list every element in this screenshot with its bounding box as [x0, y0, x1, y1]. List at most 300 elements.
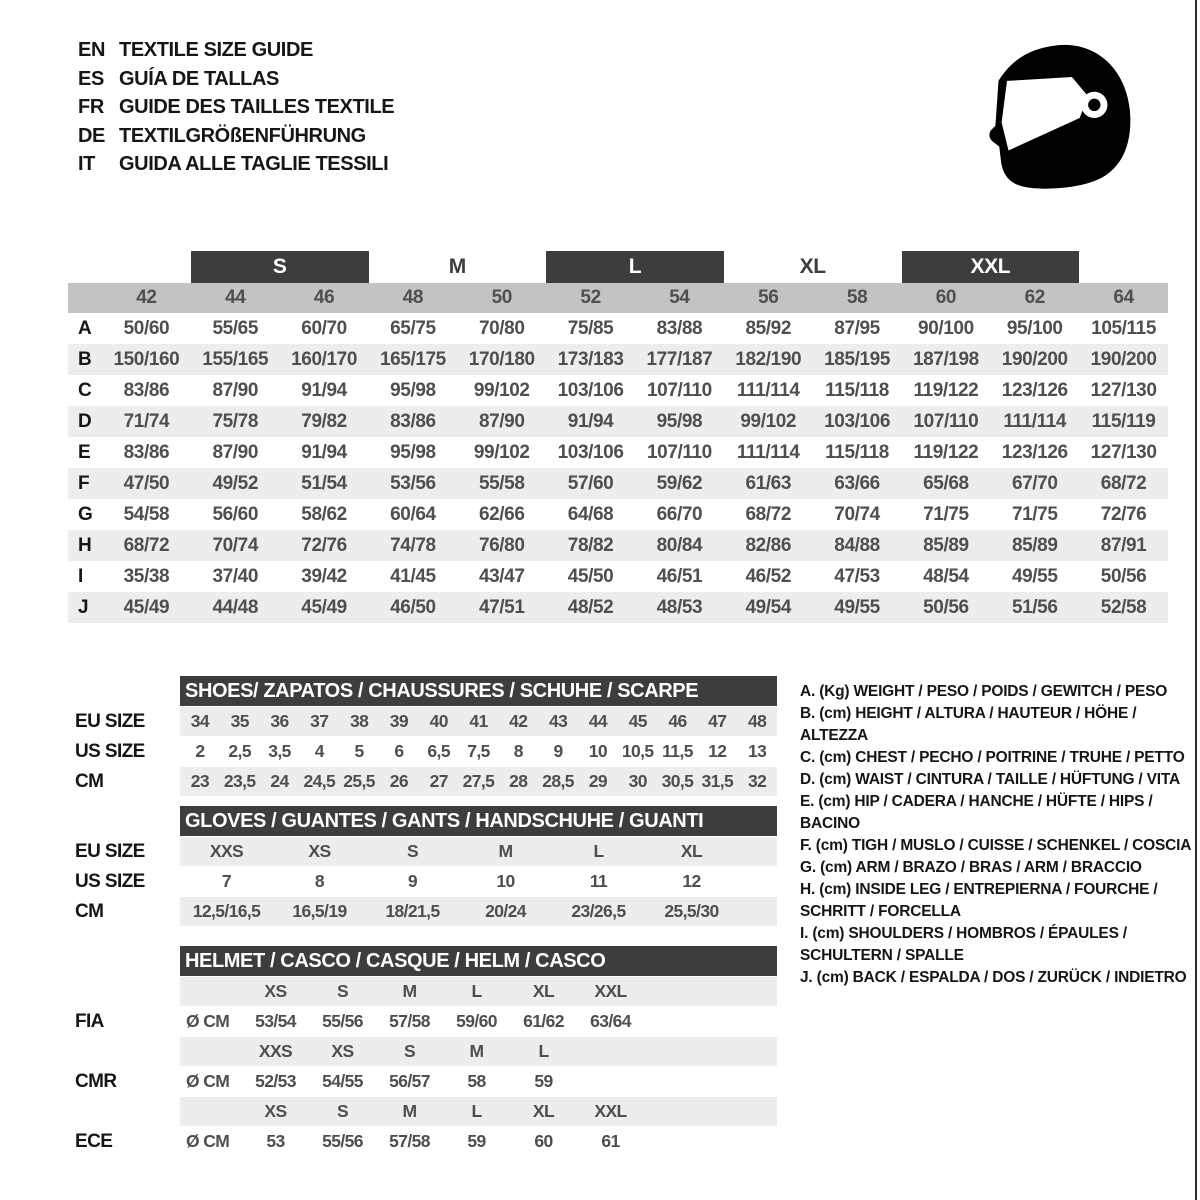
row-letter: C	[78, 379, 92, 401]
table-cell: 83/86	[123, 441, 170, 463]
helmet-size-row	[75, 1097, 777, 1126]
table-cell: 95/100	[1006, 317, 1063, 339]
language-title: TEXTILGRÖßENFÜHRUNG	[119, 124, 366, 147]
table-cell: 54/55	[322, 1071, 363, 1091]
size-number: 54	[669, 287, 690, 308]
row-label: CM	[75, 900, 104, 922]
table-cell: 67/70	[1011, 472, 1058, 494]
shoes-section-title: SHOES/ ZAPATOS / CHAUSSURES / SCHUHE / SCARPE	[185, 679, 699, 702]
table-cell: 38	[349, 711, 369, 731]
table-cell: 51/54	[301, 472, 347, 494]
prefix-spacer	[180, 977, 242, 1006]
table-cell: 26	[389, 771, 409, 791]
table-cell: 190/200	[1090, 348, 1157, 370]
table-cell: 61/62	[523, 1011, 564, 1031]
table-cell: 79/82	[301, 410, 347, 432]
table-cell: 160/170	[291, 348, 358, 370]
table-cell: 28,5	[542, 771, 574, 791]
row-values	[180, 707, 777, 736]
size-number: 62	[1024, 287, 1045, 308]
table-cell: 71/74	[123, 410, 170, 432]
table-row	[68, 344, 1168, 375]
table-cell: 115/119	[1091, 410, 1156, 432]
table-row	[68, 437, 1168, 468]
prefix-spacer	[180, 1037, 242, 1066]
table-cell: 177/187	[646, 348, 713, 370]
gloves-section-header	[180, 806, 777, 836]
helmet-size-table	[75, 946, 777, 1156]
table-cell: 85/89	[1011, 534, 1058, 556]
table-cell: 45/49	[123, 596, 170, 618]
table-row	[68, 561, 1168, 592]
table-cell: 119/122	[913, 379, 979, 401]
helmet-value-row	[75, 1127, 777, 1156]
standard-label: ECE	[75, 1130, 113, 1152]
table-cell: 57/58	[389, 1011, 430, 1031]
language-code: FR	[78, 96, 104, 118]
table-cell: L	[593, 841, 604, 861]
row-values	[180, 977, 777, 1006]
table-cell: 63/66	[834, 472, 880, 494]
table-cell: 53/56	[390, 472, 436, 494]
table-cell: 3,5	[268, 741, 291, 761]
table-cell: 25,5/30	[664, 901, 719, 921]
table-cell: 111/114	[736, 441, 800, 463]
table-cell: 23/26,5	[571, 901, 626, 921]
table-cell: 47/53	[834, 565, 880, 587]
gloves-row	[75, 867, 777, 896]
table-cell: 50/56	[923, 596, 969, 618]
row-values	[180, 897, 777, 926]
table-cell: 91/94	[567, 410, 614, 432]
legend-entry: C. (cm) CHEST / PECHO / POITRINE / TRUHE / PETTO	[800, 749, 1185, 766]
table-cell: 46/50	[390, 596, 436, 618]
table-row	[68, 375, 1168, 406]
table-cell: 75/85	[567, 317, 614, 339]
table-cell: 43	[548, 711, 568, 731]
table-cell: 85/89	[923, 534, 969, 556]
table-cell: 56/57	[389, 1071, 430, 1091]
table-cell: 46/52	[745, 565, 792, 587]
language-code: ES	[78, 67, 104, 90]
row-letter: A	[78, 317, 92, 339]
helmet-size-label: M	[402, 1101, 417, 1121]
size-number: 42	[136, 287, 157, 308]
table-cell: 49/52	[212, 472, 259, 494]
table-cell: 12	[708, 741, 727, 761]
row-letter: I	[78, 565, 83, 587]
legend-entry: I. (cm) SHOULDERS / HOMBROS / ÉPAULES / SCHULTERN / SPALLE	[800, 925, 1127, 964]
diameter-prefix: Ø CM	[186, 1011, 230, 1031]
row-letter: J	[78, 596, 89, 618]
table-cell: 111/114	[736, 379, 800, 401]
size-group-label: M	[448, 255, 466, 278]
row-values	[180, 867, 777, 896]
table-cell: 41	[469, 711, 488, 731]
table-cell: 45/50	[567, 565, 614, 587]
table-cell: 187/198	[912, 348, 979, 370]
table-cell: 103/106	[824, 410, 891, 432]
table-cell: 107/110	[646, 441, 712, 463]
table-cell: 75/78	[212, 410, 259, 432]
table-row	[68, 406, 1168, 437]
table-cell: 57/58	[389, 1131, 430, 1151]
table-cell: M	[498, 841, 513, 861]
table-cell: 64/68	[567, 503, 614, 525]
helmet-value-row	[75, 1007, 777, 1036]
language-row	[78, 93, 394, 122]
size-group-label: XXL	[902, 251, 1080, 283]
size-number: 48	[402, 287, 424, 308]
table-cell: 90/100	[918, 317, 974, 339]
helmet-size-row	[75, 977, 777, 1006]
table-cell: 8	[314, 871, 325, 891]
table-cell: 99/102	[740, 410, 797, 432]
table-cell: 107/110	[646, 379, 712, 401]
table-cell: 61/63	[745, 472, 792, 494]
size-row-spacer	[68, 283, 102, 313]
row-values	[180, 1067, 777, 1096]
table-cell: 47/50	[123, 472, 170, 494]
table-cell: 80/84	[656, 534, 703, 556]
row-label: CM	[75, 770, 104, 792]
row-letter: F	[78, 472, 90, 494]
table-cell: 55/56	[322, 1011, 363, 1031]
table-cell: 12	[682, 871, 701, 891]
table-cell: 52/53	[255, 1071, 296, 1091]
helmet-size-label: XXL	[594, 1101, 627, 1121]
row-values	[180, 1127, 777, 1156]
row-values	[180, 1097, 777, 1126]
table-cell: 85/92	[745, 317, 792, 339]
table-cell: 23,5	[223, 771, 256, 791]
size-group-label: S	[191, 251, 369, 283]
row-letter: D	[78, 410, 92, 432]
table-cell: 68/72	[745, 503, 792, 525]
table-cell: 70/74	[212, 534, 259, 556]
helmet-icon	[973, 28, 1143, 208]
table-cell: 5	[354, 741, 364, 761]
table-cell: 51/56	[1011, 596, 1058, 618]
legend-entry: B. (cm) HEIGHT / ALTURA / HAUTEUR / HÖHE / ALTEZZA	[800, 705, 1137, 744]
table-cell: 23	[190, 771, 210, 791]
legend-entry: F. (cm) TIGH / MUSLO / CUISSE / SCHENKEL / COSCIA	[800, 837, 1192, 854]
helmet-value-row	[75, 1067, 777, 1096]
table-cell: 7,5	[467, 741, 490, 761]
table-cell: 105/115	[1091, 317, 1156, 339]
size-number: 60	[935, 287, 957, 308]
table-cell: 71/75	[1011, 503, 1058, 525]
row-letter: E	[78, 441, 91, 463]
row-label: EU SIZE	[75, 710, 145, 732]
table-cell: 66/70	[656, 503, 703, 525]
table-cell: 2	[195, 741, 205, 761]
table-cell: 60/70	[301, 317, 347, 339]
table-cell: 74/78	[390, 534, 436, 556]
row-label: EU SIZE	[75, 840, 145, 862]
table-cell: 45	[628, 711, 647, 731]
table-cell: 10,5	[621, 741, 654, 761]
prefix-spacer	[180, 1097, 242, 1126]
table-cell: 50/56	[1100, 565, 1147, 587]
table-cell: 103/106	[557, 379, 624, 401]
diameter-prefix: Ø CM	[186, 1131, 230, 1151]
gloves-size-table	[75, 806, 777, 926]
language-code: IT	[78, 153, 95, 175]
table-cell: 47/51	[478, 596, 525, 618]
table-cell: 182/190	[735, 348, 802, 370]
table-cell: 119/122	[913, 441, 979, 463]
row-label-empty	[75, 977, 180, 1006]
row-values	[180, 837, 777, 866]
table-cell: 155/165	[202, 348, 269, 370]
table-cell: 34	[190, 711, 210, 731]
table-cell: 53/54	[255, 1011, 296, 1031]
helmet-size-label: XXL	[594, 981, 627, 1001]
helmet-size-label: XS	[264, 981, 287, 1001]
table-cell: 87/91	[1100, 534, 1147, 556]
table-cell: 48/53	[656, 596, 703, 618]
table-cell: 10	[496, 871, 515, 891]
helmet-size-label: L	[538, 1041, 549, 1061]
table-cell: 87/90	[478, 410, 525, 432]
table-cell: 46/51	[656, 565, 703, 587]
table-cell: 25,5	[343, 771, 375, 791]
standard-label: FIA	[75, 1010, 104, 1032]
table-cell: 123/126	[1001, 379, 1068, 401]
table-cell: 44/48	[212, 596, 259, 618]
table-cell: 35	[230, 711, 249, 731]
table-cell: 9	[407, 871, 418, 891]
table-cell: 71/75	[923, 503, 969, 525]
table-cell: 37	[310, 711, 329, 731]
table-cell: XL	[680, 841, 703, 861]
language-title-list	[78, 36, 394, 179]
table-cell: 95/98	[390, 441, 436, 463]
row-label-empty	[75, 1097, 180, 1126]
table-cell: 2,5	[228, 741, 251, 761]
table-row	[68, 592, 1168, 623]
row-label: US SIZE	[75, 740, 145, 762]
table-cell: 91/94	[301, 441, 347, 463]
language-title: TEXTILE SIZE GUIDE	[119, 39, 313, 61]
helmet-size-row	[75, 1037, 777, 1066]
table-cell: 76/80	[478, 534, 525, 556]
table-cell: XS	[308, 841, 331, 861]
table-cell: 99/102	[473, 379, 530, 401]
table-cell: 190/200	[1001, 348, 1068, 370]
table-cell: 11	[589, 871, 608, 891]
gloves-row	[75, 897, 777, 926]
table-cell: 78/82	[567, 534, 614, 556]
row-values	[180, 767, 777, 796]
row-label-empty	[75, 1037, 180, 1066]
table-cell: 49/55	[834, 596, 880, 618]
table-cell: 47	[708, 711, 727, 731]
table-cell: 52/58	[1100, 596, 1147, 618]
size-group-label: XL	[799, 255, 826, 278]
size-number-row	[68, 283, 1168, 313]
table-cell: 62/66	[478, 503, 525, 525]
table-cell: 55/58	[478, 472, 525, 494]
table-cell: 115/118	[825, 379, 889, 401]
shoes-size-table	[75, 676, 777, 796]
table-cell: 39	[389, 711, 409, 731]
table-cell: 56/60	[212, 503, 259, 525]
table-cell: 83/88	[656, 317, 703, 339]
row-values	[180, 1007, 777, 1036]
language-title: GUIDE DES TAILLES TEXTILE	[119, 96, 395, 118]
table-cell: 20/24	[485, 901, 526, 921]
table-cell: 57/60	[567, 472, 614, 494]
helmet-size-label: XS	[264, 1101, 287, 1121]
table-cell: 4	[314, 741, 324, 761]
table-cell: 111/114	[1003, 410, 1067, 432]
table-cell: 16,5/19	[292, 901, 347, 921]
gloves-row	[75, 837, 777, 866]
table-cell: 43/47	[478, 565, 525, 587]
helmet-size-label: M	[469, 1041, 484, 1061]
language-title: GUÍA DE TALLAS	[119, 67, 279, 90]
table-cell: 39/42	[301, 565, 347, 587]
table-cell: 6,5	[427, 741, 450, 761]
table-cell: 32	[747, 771, 767, 791]
table-cell: 95/98	[390, 379, 436, 401]
table-cell: 11,5	[662, 741, 693, 761]
helmet-rows	[75, 977, 777, 1156]
table-cell: 95/98	[656, 410, 703, 432]
table-cell: 150/160	[113, 348, 180, 370]
table-cell: 84/88	[834, 534, 880, 556]
legend-entry: E. (cm) HIP / CADERA / HANCHE / HÜFTE / HIPS / BACINO	[800, 793, 1153, 832]
table-cell: 68/72	[123, 534, 170, 556]
helmet-size-label: M	[402, 981, 417, 1001]
table-cell: 72/76	[1100, 503, 1147, 525]
language-row	[78, 150, 394, 179]
table-cell: 9	[553, 741, 563, 761]
table-cell: 27	[429, 771, 448, 791]
table-cell: XXS	[209, 841, 244, 861]
table-cell: 55/56	[322, 1131, 363, 1151]
helmet-section-header	[180, 946, 777, 976]
gloves-section-title: GLOVES / GUANTES / GANTS / HANDSCHUHE / GUANTI	[185, 809, 704, 832]
table-cell: 59	[467, 1131, 486, 1151]
table-cell: 87/90	[212, 379, 259, 401]
table-cell: 7	[221, 871, 232, 891]
right-edge-line	[1195, 0, 1197, 1200]
shoes-row	[75, 737, 777, 766]
size-number: 52	[580, 287, 601, 308]
diameter-prefix: Ø CM	[186, 1071, 230, 1091]
table-cell: 41/45	[390, 565, 436, 587]
helmet-size-label: S	[403, 1041, 416, 1061]
table-cell: 68/72	[1100, 472, 1147, 494]
table-cell: 49/54	[745, 596, 792, 618]
table-cell: 127/130	[1090, 441, 1157, 463]
table-cell: 40	[429, 711, 448, 731]
table-cell: 37/40	[212, 565, 259, 587]
helmet-size-label: S	[336, 981, 349, 1001]
gloves-rows	[75, 837, 777, 926]
table-cell: 91/94	[301, 379, 347, 401]
measurement-rows	[68, 313, 1168, 623]
row-label: US SIZE	[75, 870, 145, 892]
textile-size-table	[68, 251, 1168, 623]
helmet-size-label: L	[471, 981, 482, 1001]
helmet-size-label: XL	[532, 981, 555, 1001]
table-cell: 83/86	[390, 410, 436, 432]
shoes-row	[75, 707, 777, 736]
table-cell: 49/55	[1011, 565, 1058, 587]
table-cell: 35/38	[123, 565, 170, 587]
measurement-legend	[800, 681, 1200, 989]
table-cell: 72/76	[301, 534, 347, 556]
row-values	[180, 1037, 777, 1066]
size-group-row	[68, 251, 1168, 283]
table-cell: 60	[534, 1131, 553, 1151]
table-cell: 46	[668, 711, 687, 731]
table-cell: 65/75	[390, 317, 436, 339]
table-cell: 107/110	[913, 410, 979, 432]
table-cell: 6	[394, 741, 404, 761]
size-group-label: L	[546, 251, 724, 283]
table-cell: 18/21,5	[385, 901, 440, 921]
table-cell: S	[406, 841, 419, 861]
table-cell: 103/106	[557, 441, 624, 463]
table-cell: 53	[266, 1131, 285, 1151]
legend-entry: J. (cm) BACK / ESPALDA / DOS / ZURÜCK / INDIETRO	[800, 969, 1187, 986]
size-number: 58	[846, 287, 868, 308]
helmet-size-label: XS	[331, 1041, 354, 1061]
table-cell: 30,5	[661, 771, 694, 791]
table-row	[68, 468, 1168, 499]
table-cell: 13	[747, 741, 767, 761]
row-values	[180, 737, 777, 766]
language-title: GUIDA ALLE TAGLIE TESSILI	[119, 153, 389, 175]
language-code: DE	[78, 124, 105, 147]
legend-entry: G. (cm) ARM / BRAZO / BRAS / ARM / BRACCIO	[800, 859, 1142, 876]
table-cell: 54/58	[123, 503, 170, 525]
visor-pivot-center	[1088, 99, 1100, 111]
table-cell: 60/64	[390, 503, 436, 525]
table-cell: 27,5	[462, 771, 495, 791]
table-cell: 70/80	[478, 317, 525, 339]
table-cell: 82/86	[745, 534, 792, 556]
helmet-size-label: XL	[532, 1101, 555, 1121]
table-cell: 87/90	[212, 441, 259, 463]
table-cell: 83/86	[123, 379, 170, 401]
table-cell: 65/68	[923, 472, 969, 494]
table-cell: 59/60	[456, 1011, 497, 1031]
size-number: 44	[225, 287, 246, 308]
legend-entry: A. (Kg) WEIGHT / PESO / POIDS / GEWITCH / PESO	[800, 683, 1168, 700]
table-cell: 173/183	[557, 348, 624, 370]
row-letter: G	[78, 503, 93, 525]
table-cell: 127/130	[1090, 379, 1157, 401]
table-cell: 24,5	[303, 771, 336, 791]
table-cell: 30	[628, 771, 647, 791]
legend-entry: D. (cm) WAIST / CINTURA / TAILLE / HÜFTUNG / VITA	[800, 771, 1180, 788]
legend-entry: H. (cm) INSIDE LEG / ENTREPIERNA / FOURCHE / SCHRITT / FORCELLA	[800, 881, 1158, 920]
table-cell: 58/62	[301, 503, 347, 525]
table-row	[68, 499, 1168, 530]
language-row	[78, 65, 394, 94]
table-cell: 185/195	[824, 348, 891, 370]
table-cell: 24	[270, 771, 289, 791]
helmet-size-label: S	[336, 1101, 349, 1121]
shoes-row	[75, 767, 777, 796]
table-cell: 36	[270, 711, 289, 731]
